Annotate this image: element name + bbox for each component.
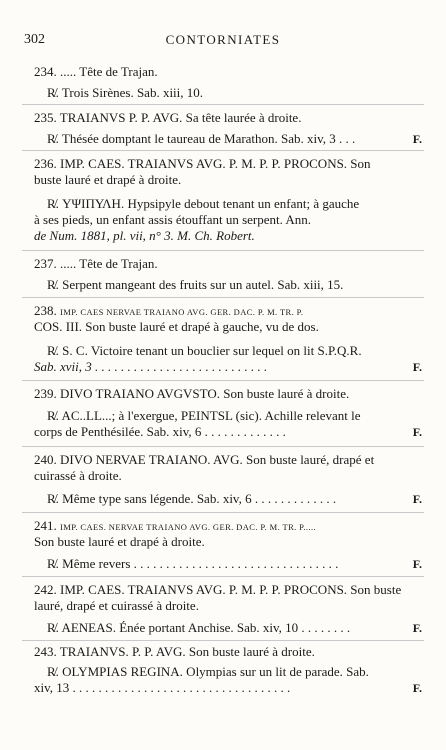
entry-235-obverse: 235. TRAIANVS P. P. AVG. Sa tête laurée à droite.	[34, 110, 302, 125]
entry-243-reverse: R̸. OLYMPIAS REGINA. Olympias sur un lit de parade. Sab.	[47, 664, 369, 679]
entry-243-obverse: 243. TRAIANVS. P. P. AVG. Son buste lauré à droite.	[34, 644, 315, 659]
page-number: 302	[24, 32, 45, 47]
entry-235-mark: F.	[412, 132, 422, 146]
entry-divider	[22, 104, 424, 105]
entry-242-obverse: 242. IMP. CAES. TRAIANVS AVG. P. M. P. P. PROCONS. Son buste	[34, 582, 402, 597]
entry-236-reverse-cont: de Num. 1881, pl. vii, n° 3. M. Ch. Robert.	[34, 228, 255, 243]
entry-239-obverse: 239. DIVO TRAIANO AVGVSTO. Son buste lauré à droite.	[34, 386, 350, 401]
entry-241-mark: F.	[412, 557, 422, 571]
entry-242-obverse-cont: lauré, drapé et cuirassé à droite.	[34, 598, 199, 613]
entry-divider	[22, 150, 424, 151]
entry-243-mark: F.	[412, 681, 422, 695]
entry-242-reverse: R̸. AENEAS. Énée portant Anchise. Sab. xiv, 10 . . . . . . . .	[47, 620, 351, 635]
entry-234-obverse: 234. ..... Tête de Trajan.	[34, 64, 158, 79]
entry-divider	[22, 380, 424, 381]
entry-239-mark: F.	[412, 425, 422, 439]
entry-242-mark: F.	[412, 621, 422, 635]
entry-237-reverse: R̸. Serpent mangeant des fruits sur un autel. Sab. xiii, 15.	[47, 277, 344, 292]
entry-239-reverse: R̸. AC..LL...; à l'exergue, PEINTSL (sic). Achille relevant le	[47, 408, 361, 423]
running-title: CONTORNIATES	[165, 32, 281, 47]
entry-divider	[22, 576, 424, 577]
entry-divider	[22, 512, 424, 513]
entry-234-reverse: R̸. Trois Sirènes. Sab. xiii, 10.	[47, 85, 204, 100]
entry-238-mark: F.	[412, 360, 422, 374]
entry-237-obverse: 237. ..... Tête de Trajan.	[34, 256, 158, 271]
entry-236-obverse: 236. IMP. CAES. TRAIANVS AVG. P. M. P. P. PROCONS. Son	[34, 156, 371, 171]
entry-238-obverse-cont: COS. III. Son buste lauré et drapé à gauche, vu de dos.	[34, 319, 319, 334]
entry-divider	[22, 640, 424, 641]
entry-divider	[22, 250, 424, 251]
entry-236-obverse-cont: buste lauré et drapé à droite.	[34, 172, 182, 187]
entry-239-reverse-cont: corps de Penthésilée. Sab. xiv, 6 . . . . . . . . . . . . .	[34, 424, 286, 439]
entry-238-reverse-cont: Sab. xvii, 3 . . . . . . . . . . . . . . . . . . . . . . . . . . .	[34, 359, 268, 374]
entry-240-mark: F.	[412, 492, 422, 506]
entry-240-obverse: 240. DIVO NERVAE TRAIANO. AVG. Son buste lauré, drapé et	[34, 452, 375, 467]
entry-241-obverse: 241. IMP. CAES. NERVAE TRAIANO AVG. GER. DAC. P. M. TR. P.....	[34, 518, 316, 533]
entry-235-reverse: R̸. Thésée domptant le taureau de Marathon. Sab. xiv, 3 . . .	[47, 131, 356, 146]
entry-241-reverse: R̸. Même revers . . . . . . . . . . . . . . . . . . . . . . . . . . . . . . . .	[47, 556, 339, 571]
entry-238-obverse: 238. IMP. CAES NERVAE TRAIANO AVG. GER. DAC. P. M. TR. P.	[34, 303, 304, 318]
entry-divider	[22, 446, 424, 447]
entry-240-obverse-cont: cuirassé à droite.	[34, 468, 122, 483]
entry-236-reverse-cont: à ses pieds, un enfant assis étouffant un serpent. Ann.	[34, 212, 312, 227]
entry-243-reverse-cont: xiv, 13 . . . . . . . . . . . . . . . . . . . . . . . . . . . . . . . . . .	[34, 680, 291, 695]
entry-240-reverse: R̸. Même type sans légende. Sab. xiv, 6 . . . . . . . . . . . . .	[47, 491, 337, 506]
entry-divider	[22, 297, 424, 298]
entry-236-reverse: R̸. ΥΨΙΠΥΛΗ. Hypsipyle debout tenant un enfant; à gauche	[47, 196, 360, 211]
page-header	[0, 32, 446, 52]
entry-241-obverse-cont: Son buste lauré et drapé à droite.	[34, 534, 205, 549]
entry-238-reverse: R̸. S. C. Victoire tenant un bouclier sur lequel on lit S.P.Q.R.	[47, 343, 362, 358]
